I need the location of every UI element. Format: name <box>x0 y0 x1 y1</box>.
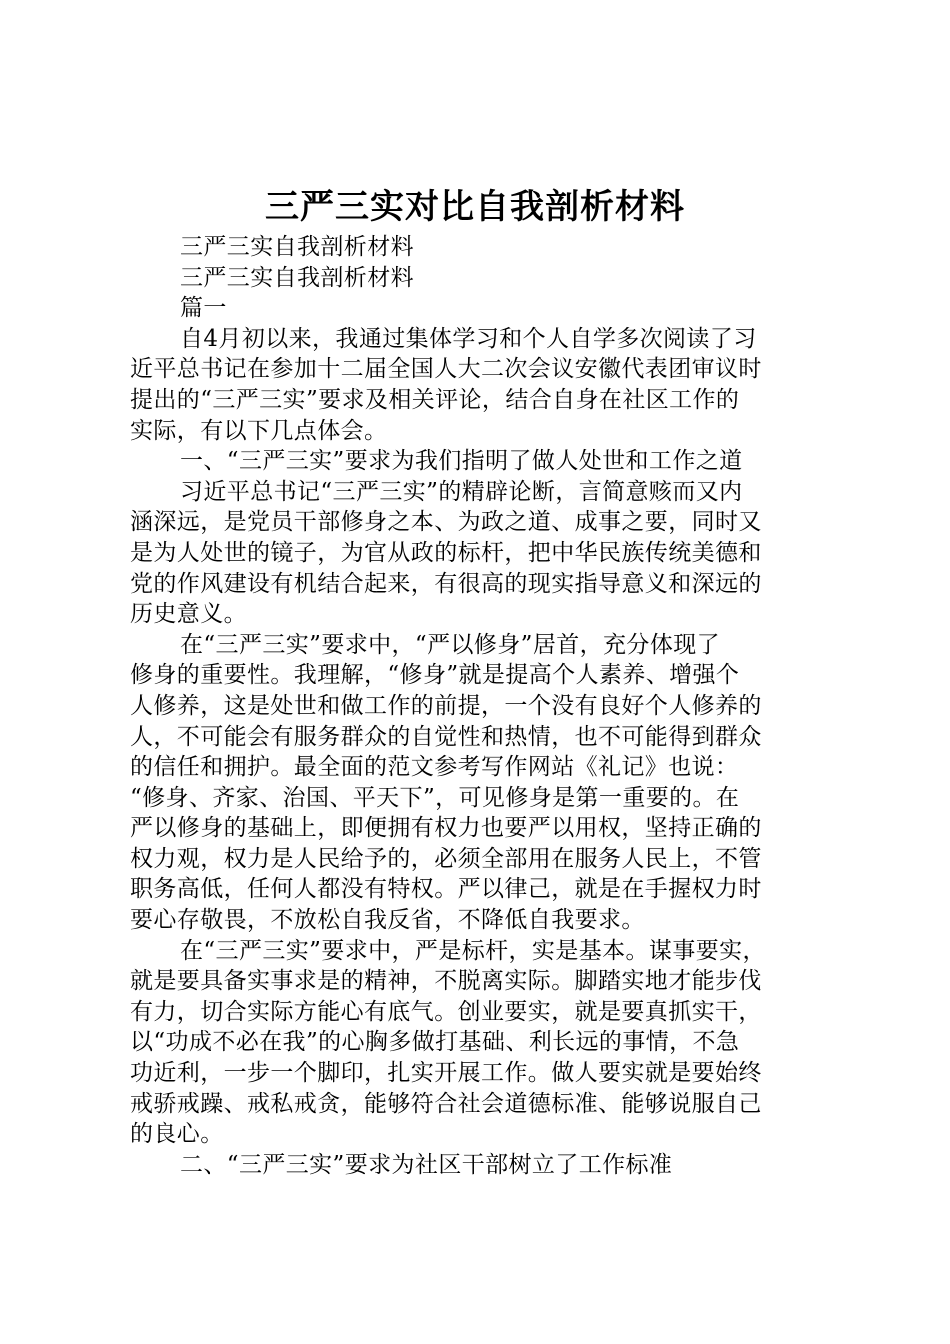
paragraph-line: 自4月初以来，我通过集体学习和个人自学多次阅读了习 <box>180 325 757 352</box>
paragraph-line: 权力观，权力是人民给予的，必须全部用在服务人民上，不管 <box>130 845 762 872</box>
paragraph-line: 党的作风建设有机结合起来，有很高的现实指导意义和深远的 <box>130 570 762 597</box>
paragraph-line: 的良心。 <box>130 1121 224 1148</box>
subtitle-line: 三严三实自我剖析材料 <box>180 264 414 291</box>
paragraph-line: 戒骄戒躁、戒私戒贪，能够符合社会道德标准、能够说服自己 <box>130 1090 762 1117</box>
paragraph-line: 人，不可能会有服务群众的自觉性和热情，也不可能得到群众 <box>130 723 762 750</box>
paragraph-line: 严以修身的基础上，即便拥有权力也要严以用权，坚持正确的 <box>130 815 762 842</box>
section-heading: 一、“三严三实”要求为我们指明了做人处世和工作之道 <box>180 448 743 475</box>
paragraph-line: 的信任和拥护。最全面的范文参考写作网站《礼记》也说： <box>130 754 739 781</box>
paragraph-line: 实际，有以下几点体会。 <box>130 417 388 444</box>
paragraph-line: 涵深远，是党员干部修身之本、为政之道、成事之要，同时又 <box>130 509 762 536</box>
paragraph-line: 要心存敬畏，不放松自我反省，不降低自我要求。 <box>130 907 645 934</box>
paragraph-line: 以“功成不必在我”的心胸多做打基础、利长远的事情，不急 <box>130 1029 740 1056</box>
section-label: 篇一 <box>180 295 227 322</box>
paragraph-line: 人修养，这是处世和做工作的前提，一个没有良好个人修养的 <box>130 692 762 719</box>
paragraph-line: 功近利，一步一个脚印，扎实开展工作。做人要实就是要始终 <box>130 1060 762 1087</box>
subtitle-line: 三严三实自我剖析材料 <box>180 234 414 260</box>
paragraph-line: 修身的重要性。我理解，“修身”就是提高个人素养、增强个 <box>130 662 740 689</box>
paragraph-line: 历史意义。 <box>130 601 247 628</box>
paragraph-line: 就是要具备实事求是的精神，不脱离实际。脚踏实地才能步伐 <box>130 968 762 995</box>
section-heading: 二、“三严三实”要求为社区干部树立了工作标准 <box>180 1151 673 1178</box>
paragraph-line: 职务高低，任何人都没有特权。严以律己，就是在手握权力时 <box>130 876 762 903</box>
paragraph-line: 在“三严三实”要求中，严是标杆，实是基本。谋事要实， <box>180 937 766 964</box>
paragraph-line: 在“三严三实”要求中，“严以修身”居首，充分体现了 <box>180 631 721 658</box>
paragraph-line: 是为人处世的镜子，为官从政的标杆，把中华民族传统美德和 <box>130 539 762 566</box>
paragraph-line: “修身、齐家、治国、平天下”，可见修身是第一重要的。在 <box>130 784 740 811</box>
paragraph-line: 近平总书记在参加十二届全国人大二次会议安徽代表团审议时 <box>130 356 762 383</box>
paragraph-line: 提出的“三严三实”要求及相关评论，结合自身在社区工作的 <box>130 386 740 413</box>
paragraph-line: 有力，切合实际方能心有底气。创业要实，就是要真抓实干， <box>130 998 762 1025</box>
paragraph-line: 习近平总书记“三严三实”的精辟论断，言简意赅而又内 <box>180 478 743 505</box>
document-title: 三严三实对比自我剖析材料 <box>265 187 685 227</box>
document-body <box>130 232 830 1180</box>
